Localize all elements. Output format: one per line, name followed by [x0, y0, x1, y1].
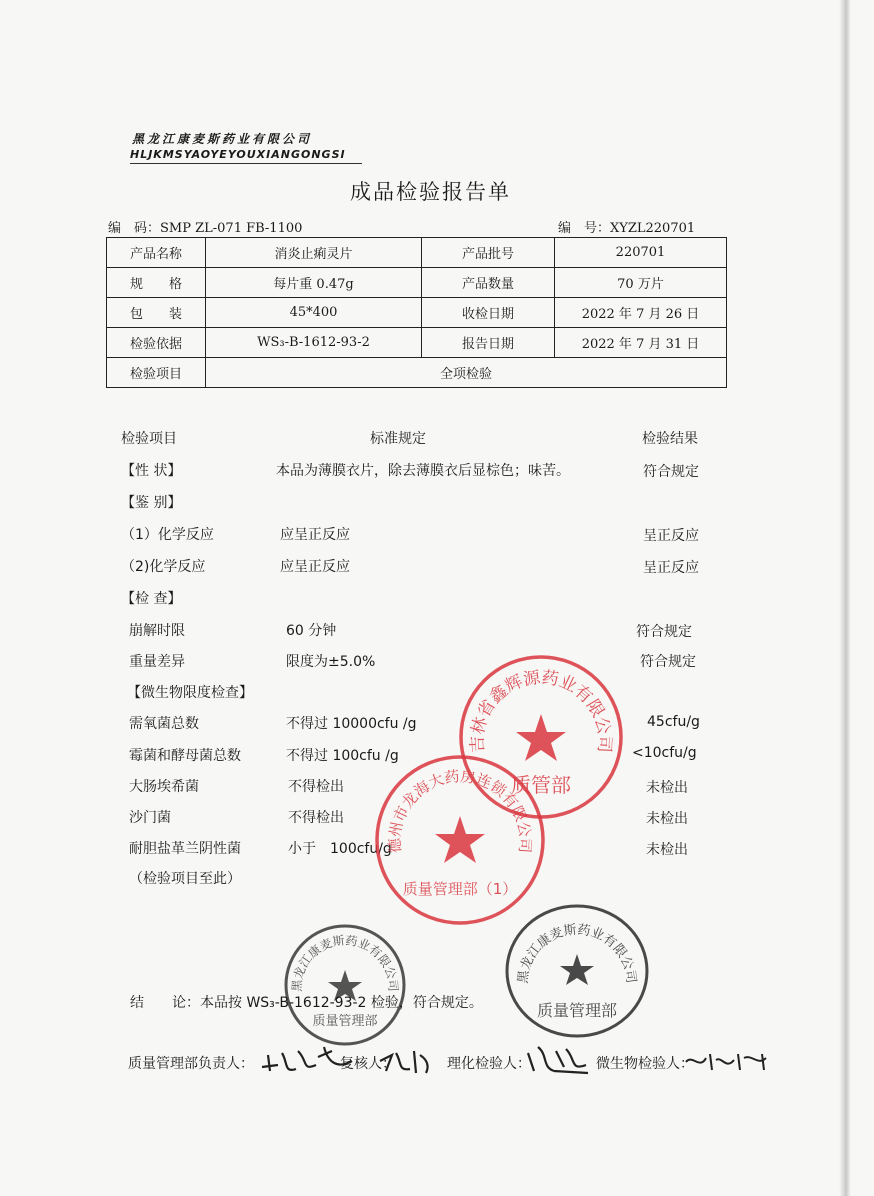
qa-head-label: 质量管理部负责人： [128, 1056, 254, 1072]
reviewer-label: 复核人： [340, 1056, 396, 1072]
info-key: 规 格 [107, 268, 206, 298]
seal-text-company2: 黑龙江康麦斯药业有限公司 [515, 922, 639, 985]
info-row [107, 358, 727, 388]
row-item: 【检 查】 [121, 591, 182, 607]
form-code: 编 码：SMP ZL-071 FB-1100 [108, 221, 303, 236]
micro-tester-label: 微生物检验人： [596, 1056, 694, 1072]
row-item: （1）化学反应 [121, 527, 214, 543]
info-key: 报告日期 [422, 328, 555, 358]
row-item: （检验项目至此） [129, 871, 241, 887]
row-standard: 不得检出 [288, 779, 344, 795]
row-item: 重量差异 [129, 654, 185, 670]
row-standard: 应呈正反应 [280, 559, 350, 575]
seal-text-dalian: 德州市龙海大药房连锁有限公司 [385, 767, 535, 854]
micro-tester-signature [682, 1046, 778, 1076]
chem-tester-signature [524, 1041, 594, 1077]
row-result: 未检出 [646, 780, 688, 796]
company-quality-seal-left [282, 922, 408, 1048]
row-result: 45cfu/g [647, 714, 700, 730]
info-key: 检验依据 [107, 328, 206, 358]
row-result: 呈正反应 [643, 528, 699, 544]
info-value: 消炎止痢灵片 [206, 238, 422, 268]
row-result: <10cfu/g [632, 745, 697, 761]
info-value: 2022 年 7 月 31 日 [555, 328, 727, 358]
seal-dept-dalian: 质量管理部（1） [402, 880, 518, 898]
seal-dept-company1: 质量管理部 [312, 1014, 378, 1029]
info-row [107, 298, 727, 328]
company-quality-seal-right [503, 902, 651, 1040]
row-item: 【微生物限度检查】 [127, 685, 253, 701]
info-value: 全项检验 [206, 358, 727, 388]
row-standard: 限度为±5.0% [286, 654, 376, 670]
conclusion: 结 论：本品按 WS₃-B-1612-93-2 检验，符合规定。 [130, 995, 483, 1011]
document-title: 成品检验报告单 [350, 180, 511, 204]
row-item: 【鉴 别】 [121, 495, 182, 511]
row-result: 呈正反应 [643, 560, 699, 576]
row-result: 未检出 [646, 811, 688, 827]
info-row [107, 328, 727, 358]
row-result: 未检出 [646, 842, 688, 858]
info-value: 每片重 0.47g [206, 268, 422, 298]
info-key: 产品批号 [422, 238, 555, 268]
report-number: 编 号：XYZL220701 [558, 221, 696, 236]
info-value: 2022 年 7 月 26 日 [555, 298, 727, 328]
info-table [106, 237, 727, 388]
info-row [107, 238, 727, 268]
info-value: 70 万片 [555, 268, 727, 298]
row-item: （2)化学反应 [121, 559, 206, 575]
row-standard: 小于 100cfu/g [288, 841, 392, 857]
row-item: 崩解时限 [129, 623, 185, 639]
row-item: 大肠埃希菌 [129, 779, 199, 795]
info-key: 检验项目 [107, 358, 206, 388]
row-result: 符合规定 [636, 624, 692, 640]
seal-dept-company2: 质量管理部 [536, 1001, 618, 1020]
row-standard: 本品为薄膜衣片，除去薄膜衣后显棕色；味苦。 [276, 463, 570, 479]
row-item: 耐胆盐革兰阴性菌 [129, 841, 241, 857]
seal-dept-jilin: 质管部 [511, 773, 571, 797]
company-name-en: HLJKMSYAOYEYOUXIANGONGSI [130, 148, 346, 161]
info-value: 220701 [555, 238, 727, 268]
reviewer-signature [376, 1043, 436, 1077]
chem-tester-label: 理化检验人： [447, 1056, 531, 1072]
seal-text-jilin: 吉林省鑫辉源药业有限公司 [467, 667, 615, 754]
info-key: 产品数量 [422, 268, 555, 298]
column-header-result: 检验结果 [642, 431, 698, 447]
row-result: 符合规定 [640, 654, 696, 670]
info-key: 产品名称 [107, 238, 206, 268]
row-standard: 应呈正反应 [280, 527, 350, 543]
company-name-cn: 黑龙江康麦斯药业有限公司 [132, 132, 313, 146]
info-row [107, 268, 727, 298]
row-result: 符合规定 [643, 464, 699, 480]
row-item: 霉菌和酵母菌总数 [129, 748, 241, 764]
info-value: WS₃-B-1612-93-2 [206, 328, 422, 358]
column-header-standard: 标准规定 [370, 431, 426, 447]
info-key: 收检日期 [422, 298, 555, 328]
row-item: 需氧菌总数 [129, 716, 199, 732]
scan-edge [816, 0, 874, 1196]
row-item: 【性 状】 [121, 463, 182, 479]
row-item: 沙门菌 [129, 810, 171, 826]
seal-text-company1: 黑龙江康麦斯药业有限公司 [289, 933, 401, 993]
info-key: 包 装 [107, 298, 206, 328]
row-standard: 不得检出 [288, 810, 344, 826]
header-rule [130, 163, 362, 164]
info-value: 45*400 [206, 298, 422, 328]
row-standard: 不得过 10000cfu /g [286, 716, 417, 732]
column-header-item: 检验项目 [121, 431, 177, 447]
row-standard: 不得过 100cfu /g [286, 748, 399, 764]
row-standard: 60 分钟 [286, 623, 337, 639]
